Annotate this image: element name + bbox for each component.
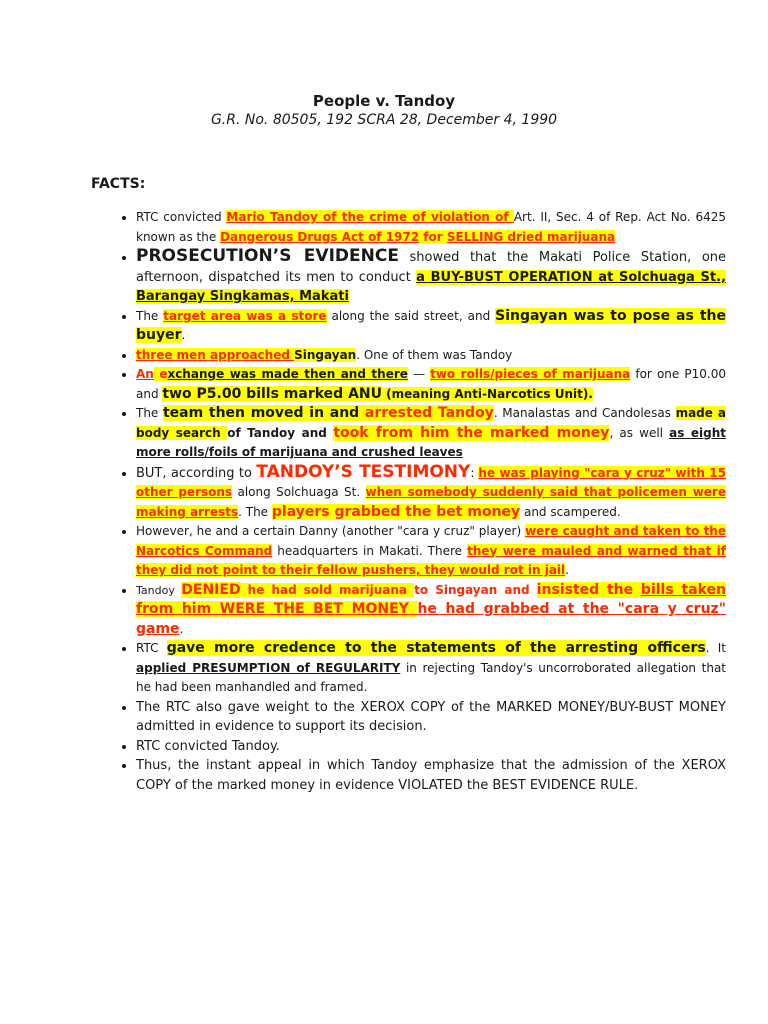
case-citation: G.R. No. 80505, 192 SCRA 28, December 4, 1990 xyxy=(210,112,558,128)
highlight-segment: two P5.00 bills marked ANU xyxy=(162,385,382,402)
text-segment: . xyxy=(565,563,569,577)
text-segment: in rejecting Tandoy's uncorroborated allegation that he had been manhandled and framed. xyxy=(136,660,726,694)
highlight-segment: took from him the marked money xyxy=(333,424,610,441)
prosecution-evidence-heading: PROSECUTION’S EVIDENCE xyxy=(136,246,399,266)
highlight-segment: Singayan xyxy=(294,347,357,362)
text-segment: showed that the Makati Police Station, one afternoon, dispatched its men to conduct xyxy=(136,250,727,285)
highlight-segment: bills taken from him WERE THE BET MONEY xyxy=(136,581,727,617)
list-item xyxy=(136,639,726,698)
highlight-segment: Singayan was to pose as the buyer xyxy=(136,307,726,343)
list-item xyxy=(136,737,726,757)
highlight-segment: e xyxy=(153,367,168,381)
list-item xyxy=(136,346,726,366)
highlight-segment: players grabbed the bet money xyxy=(271,503,521,520)
text-segment: as eight more rolls/foils of marijuana and crushed leaves xyxy=(136,425,726,459)
highlight-segment: a BUY-BUST OPERATION at Solchuaga St., Barangay Singkamas, Makati xyxy=(136,269,727,304)
list-item xyxy=(136,756,726,795)
text-segment: . The xyxy=(238,504,272,519)
highlight-segment: xchange was made then and there xyxy=(167,367,408,381)
list-item xyxy=(136,247,726,307)
text-segment: BUT, according to xyxy=(136,465,257,481)
highlight-segment: arrested Tandoy xyxy=(364,405,494,421)
highlight-segment: two rolls/pieces of marijuana xyxy=(430,367,631,381)
list-item xyxy=(136,522,726,581)
list-item xyxy=(136,365,726,404)
text-segment: RTC xyxy=(136,641,167,655)
text-segment: , as well xyxy=(609,425,670,440)
text-segment: of Tandoy and xyxy=(227,425,334,440)
highlight-segment: Dangerous Drugs Act of 1972 xyxy=(220,229,420,244)
highlight-segment: he had sold marijuana xyxy=(240,582,415,597)
highlight-segment: target area was a store xyxy=(163,308,327,323)
list-item xyxy=(136,698,726,737)
highlight-segment: made a body search xyxy=(136,406,727,440)
text-segment: Tandoy xyxy=(136,583,182,597)
text-segment: The xyxy=(136,308,164,323)
text-segment: — xyxy=(407,367,431,381)
list-item xyxy=(136,581,726,640)
text-segment: and scampered. xyxy=(520,504,621,519)
text-segment: Thus, the instant appeal in which Tandoy emphasize that the admission of the XEROX COPY of the marked money in evidence VIOLATED the BEST EVIDENCE RULE. xyxy=(136,758,726,793)
text-segment: RTC convicted Tandoy. xyxy=(136,738,280,754)
highlight-segment: when somebody suddenly said that policemen were making arrests xyxy=(136,485,726,519)
highlight-segment: team then moved in and xyxy=(162,405,365,421)
text-segment: along Solchuaga St. xyxy=(232,485,366,499)
list-item xyxy=(136,404,726,463)
highlight-segment: they were mauled and warned that if they did not point to their fellow pushers, they would rot in jail xyxy=(136,543,727,577)
text-segment: . xyxy=(179,621,184,636)
case-title: People v. Tandoy xyxy=(312,92,456,110)
facts-list xyxy=(91,208,726,795)
highlight-segment: Mario Tandoy of the crime of violation of xyxy=(226,210,514,224)
text-segment: for xyxy=(419,229,447,244)
highlight-segment: (meaning Anti-Narcotics Unit). xyxy=(382,386,593,401)
list-item xyxy=(136,307,726,346)
text-segment: along the said street, and xyxy=(326,308,496,323)
highlight-segment: he was playing "cara y cruz" with 15 other persons xyxy=(136,465,726,499)
text-segment: The RTC also gave weight to the XEROX COPY of the MARKED MONEY/BUY-BUST MONEY admitted in evidence to support its decision. xyxy=(136,699,726,734)
text-segment: RTC convicted xyxy=(136,210,227,224)
text-segment: However, he and a certain Danny (another "cara y cruz" player) xyxy=(136,524,526,538)
highlight-segment: insisted the xyxy=(536,581,641,598)
text-segment: . It xyxy=(705,641,726,655)
text-segment: The xyxy=(136,406,163,420)
text-segment: : xyxy=(470,465,479,480)
facts-heading: FACTS: xyxy=(91,176,146,192)
text-segment: applied PRESUMPTION of REGULARITY xyxy=(136,660,401,675)
highlight-segment: three men approached xyxy=(136,347,295,362)
tandoy-testimony-heading: TANDOY’S TESTIMONY xyxy=(256,461,471,482)
text-segment: . Manalastas and Candolesas xyxy=(493,406,676,420)
text-segment: for one P10.00 and xyxy=(136,367,726,401)
text-segment: he had grabbed at the "cara y cruz" game xyxy=(136,601,726,637)
list-item xyxy=(136,463,726,523)
highlight-segment: were caught and taken to the Narcotics Command xyxy=(136,524,726,558)
text-segment: Art. II, Sec. 4 of Rep. Act No. 6425 known as the xyxy=(136,210,726,244)
list-item xyxy=(136,208,726,247)
text-segment: . One of them was Tandoy xyxy=(356,347,513,362)
text-segment: headquarters in Makati. There xyxy=(272,543,468,558)
highlight-segment: DENIED xyxy=(181,581,241,598)
text-segment: to Singayan and xyxy=(414,582,537,597)
highlight-segment: SELLING dried marijuana xyxy=(446,229,616,244)
highlight-segment: gave more credence to the statements of the arresting officers xyxy=(166,640,706,656)
text-segment: . xyxy=(181,328,186,342)
text-segment: An xyxy=(136,367,154,381)
